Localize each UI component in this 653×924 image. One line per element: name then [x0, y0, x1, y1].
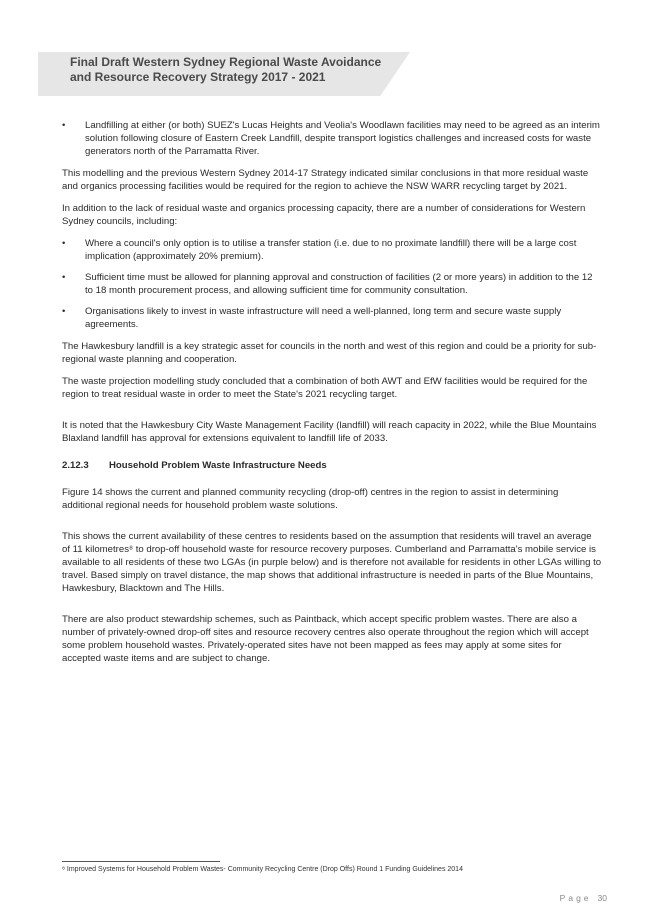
paragraph: Figure 14 shows the current and planned community recycling (drop-off) centres in the region to assist in determining additional regional needs for household problem waste solutions. [62, 487, 559, 511]
page-label: Page [559, 893, 592, 903]
bullet-icon: • [62, 306, 66, 317]
footnote-divider [62, 861, 220, 862]
bullet-icon: • [62, 238, 66, 249]
section-number: 2.12.3 [62, 460, 89, 471]
section-heading [62, 459, 602, 472]
paragraph: This shows the current availability of these centres to residents based on the assumption that residents will travel an average of 11 kilometres⁸ to drop-off household waste for resource recovery purposes. Cumberland and Parramatta's mobile service is available to all residents of these two LGAs (in purple below) and is therefore not available for residents in other LGAs willing to travel. Based simply on travel distance, the map shows that additional infrastructure is needed in parts of the Blue Mountains, Hawkesbury, Blacktown and The Hills. [62, 531, 602, 594]
paragraph: The waste projection modelling study concluded that a combination of both AWT and EfW facilities would be required for the region to treat residual waste in order to meet the State's 2021 recycling target. [62, 376, 588, 400]
list-item-text: Sufficient time must be allowed for planning approval and construction of facilities (2 or more years) in addition to the 12 to 18 month procurement process, and allowing sufficient time for community consultation. [85, 272, 593, 296]
paragraph: The Hawkesbury landfill is a key strategic asset for councils in the north and west of this region and could be a priority for sub-regional waste planning and cooperation. [62, 341, 597, 365]
list-item [62, 305, 602, 331]
section-title: Household Problem Waste Infrastructure Needs [109, 460, 327, 471]
document-title-line-1: Final Draft Western Sydney Regional Waste Avoidance [70, 55, 382, 69]
document-title [70, 55, 400, 85]
page-number-value: 30 [597, 893, 607, 903]
page-number [560, 893, 607, 903]
paragraph: In addition to the lack of residual waste and organics processing capacity, there are a number of considerations for Western Sydney councils, including: [62, 203, 586, 227]
paragraph: There are also product stewardship schemes, such as Paintback, which accept specific problem wastes. There are also a number of privately-owned drop-off sites and resource recovery centres also operate throughout the region which will accept some problem household wastes. Privately-operated sites have not been mapped as fees may apply at some sites for accepted waste items and are subject to change. [62, 614, 589, 664]
list-item [62, 119, 602, 158]
paragraph: This modelling and the previous Western Sydney 2014-17 Strategy indicated similar conclusions in that more residual waste and organics processing facilities would be required for the region to achieve the NSW WARR recycling target by 2021. [62, 168, 589, 192]
list-item-text: Landfilling at either (or both) SUEZ's Lucas Heights and Veolia's Woodlawn facilities may need to be agreed as an interim solution following closure of Eastern Creek Landfill, despite transport logistics challenges and increased costs for waste generators north of the Parramatta River. [85, 120, 600, 157]
document-body [62, 119, 602, 674]
footnote: ⁸ Improved Systems for Household Problem Wastes- Community Recycling Centre (Drop Offs) Round 1 Funding Guidelines 2014 [62, 866, 463, 873]
bullet-list-top [62, 119, 602, 158]
paragraph: It is noted that the Hawkesbury City Waste Management Facility (landfill) will reach capacity in 2022, while the Blue Mountains Blaxland landfill has approval for extensions equivalent to landfill life of 2033. [62, 420, 597, 444]
document-title-line-2: and Resource Recovery Strategy 2017 - 2021 [70, 70, 326, 84]
list-item-text: Organisations likely to invest in waste infrastructure will need a well-planned, long term and secure waste supply agreements. [85, 306, 562, 330]
bullet-icon: • [62, 272, 66, 283]
considerations-list [62, 237, 602, 331]
bullet-icon: • [62, 120, 66, 131]
list-item [62, 237, 602, 263]
list-item [62, 271, 602, 297]
list-item-text: Where a council's only option is to utilise a transfer station (i.e. due to no proximate landfill) there will be a large cost implication (approximately 20% premium). [85, 238, 577, 262]
